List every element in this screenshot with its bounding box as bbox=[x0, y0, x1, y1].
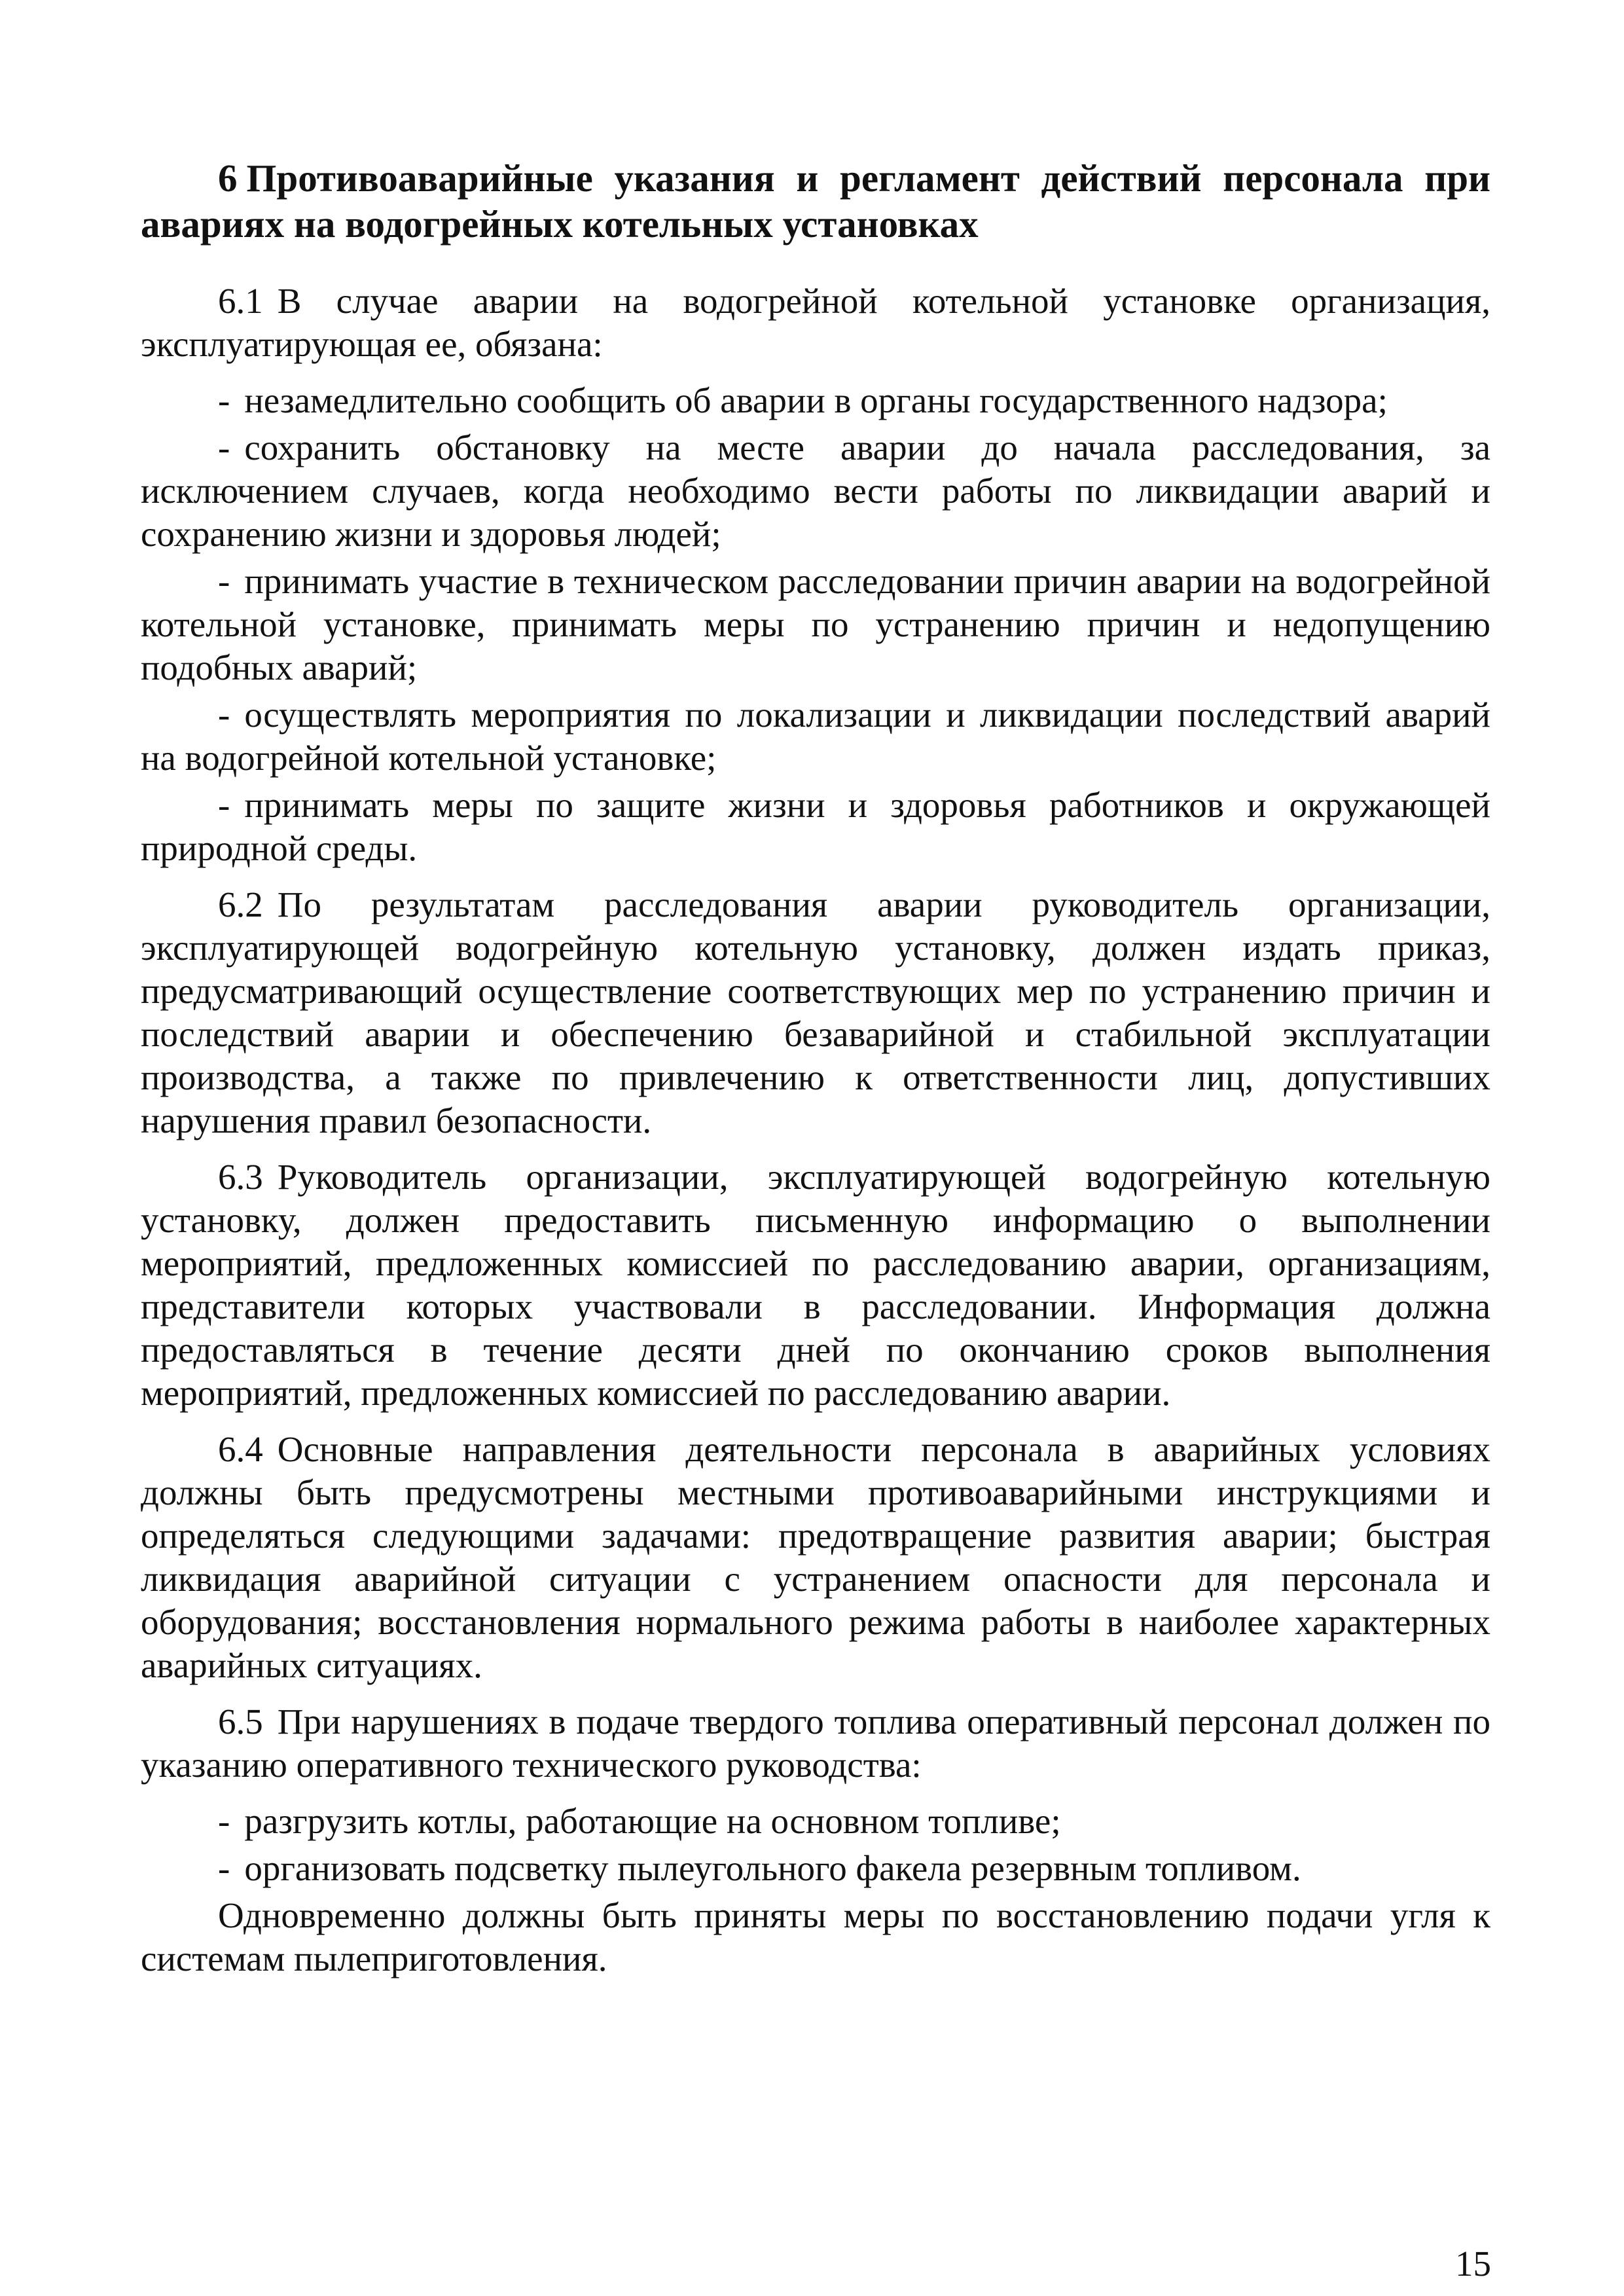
page-number: 15 bbox=[1455, 2244, 1491, 2284]
list-item-text: незамедлительно сообщить об аварии в органы государственного надзора; bbox=[244, 380, 1388, 420]
paragraph-text: Руководитель организации, эксплуатирующей водогрейную котельную установку, должен предоставить письменную информацию о выполнении мероприятий, предложенных комиссией по расследованию аварии, организациям, представители которых участвовали в расследовании. Информация должна предоставляться в течение десяти дней по окончанию сроков выполнения мероприятий, предложенных комиссией по расследованию аварии. bbox=[141, 1157, 1490, 1413]
paragraph-6-2 bbox=[141, 883, 1490, 1142]
list-item: - организовать подсветку пылеугольного факела резервным топливом. bbox=[218, 1848, 1301, 1888]
section-title: Противоаварийные указания и регламент действий персонала при авариях на водогрейных котельных установках bbox=[141, 156, 1490, 246]
list-item: - принимать участие в техническом расследовании причин аварии на водогрейной котельной установке, принимать меры по устранению причин и недопущению подобных аварий; bbox=[141, 561, 1490, 687]
paragraph-6-3 bbox=[141, 1156, 1490, 1415]
paragraph-6-1 bbox=[141, 280, 1490, 366]
paragraph-number: 6.3 bbox=[218, 1157, 263, 1197]
list-item-text: организовать подсветку пылеугольного факела резервным топливом. bbox=[244, 1848, 1301, 1888]
paragraph-text: Одновременно должны быть приняты меры по восстановлению подачи угля к системам пылеприготовления. bbox=[141, 1895, 1490, 1978]
paragraph-text: В случае аварии на водогрейной котельной установке организация, эксплуатирующая ее, обязана: bbox=[141, 281, 1490, 364]
paragraph-closing bbox=[141, 1894, 1490, 1980]
paragraph-number: 6.1 bbox=[218, 281, 263, 321]
paragraph-number: 6.5 bbox=[218, 1702, 263, 1741]
list-item-text: принимать меры по защите жизни и здоровья работников и окружающей природной среды. bbox=[141, 785, 1490, 868]
paragraph-text: При нарушениях в подаче твердого топлива оперативный персонал должен по указанию оперативного технического руководства: bbox=[141, 1702, 1490, 1785]
list-item-text: разгрузить котлы, работающие на основном топливе; bbox=[244, 1801, 1061, 1841]
list-item: - сохранить обстановку на месте аварии до начала расследования, за исключением случаев, когда необходимо вести работы по ликвидации аварий и сохранению жизни и здоровья людей; bbox=[141, 428, 1490, 554]
paragraph-text: По результатам расследования аварии руководитель организации, эксплуатирующей водогрейную котельную установку, должен издать приказ, предусматривающий осуществление соответствующих мер по устранению причин и последствий аварии и обеспечению безаварийной и стабильной эксплуатации производства, а также по привлечению к ответственности лиц, допустивших нарушения правил безопасности. bbox=[141, 884, 1490, 1140]
paragraph-6-4 bbox=[141, 1428, 1490, 1687]
paragraph-text: Основные направления деятельности персонала в аварийных условиях должны быть предусмотрены местными противоаварийными инструкциями и определяться следующими задачами: предотвращение развития аварии; быстрая ликвидация аварийной ситуации с устранением опасности для персонала и оборудования; восстановления нормального режима работы в наиболее характерных аварийных ситуациях. bbox=[141, 1429, 1490, 1685]
list-item-text: принимать участие в техническом расследовании причин аварии на водогрейной котельной установке, принимать меры по устранению причин и недопущению подобных аварий; bbox=[141, 561, 1490, 687]
section-heading bbox=[141, 155, 1490, 247]
list-item: - осуществлять мероприятия по локализации и ликвидации последствий аварий на водогрейной котельной установке; bbox=[141, 695, 1490, 778]
list-item-text: осуществлять мероприятия по локализации и ликвидации последствий аварий на водогрейной котельной установке; bbox=[141, 695, 1490, 778]
paragraph-number: 6.2 bbox=[218, 884, 263, 924]
list-item: - незамедлительно сообщить об аварии в органы государственного надзора; bbox=[218, 380, 1388, 420]
list-item-text: сохранить обстановку на месте аварии до начала расследования, за исключением случаев, когда необходимо вести работы по ликвидации аварий и сохранению жизни и здоровья людей; bbox=[141, 428, 1490, 554]
page-content bbox=[141, 155, 1490, 1994]
list-item: - принимать меры по защите жизни и здоровья работников и окружающей природной среды. bbox=[141, 785, 1490, 868]
list-item: - разгрузить котлы, работающие на основном топливе; bbox=[218, 1801, 1061, 1841]
paragraph-number: 6.4 bbox=[218, 1429, 263, 1469]
paragraph-6-5 bbox=[141, 1700, 1490, 1787]
section-number: 6 bbox=[218, 156, 238, 200]
